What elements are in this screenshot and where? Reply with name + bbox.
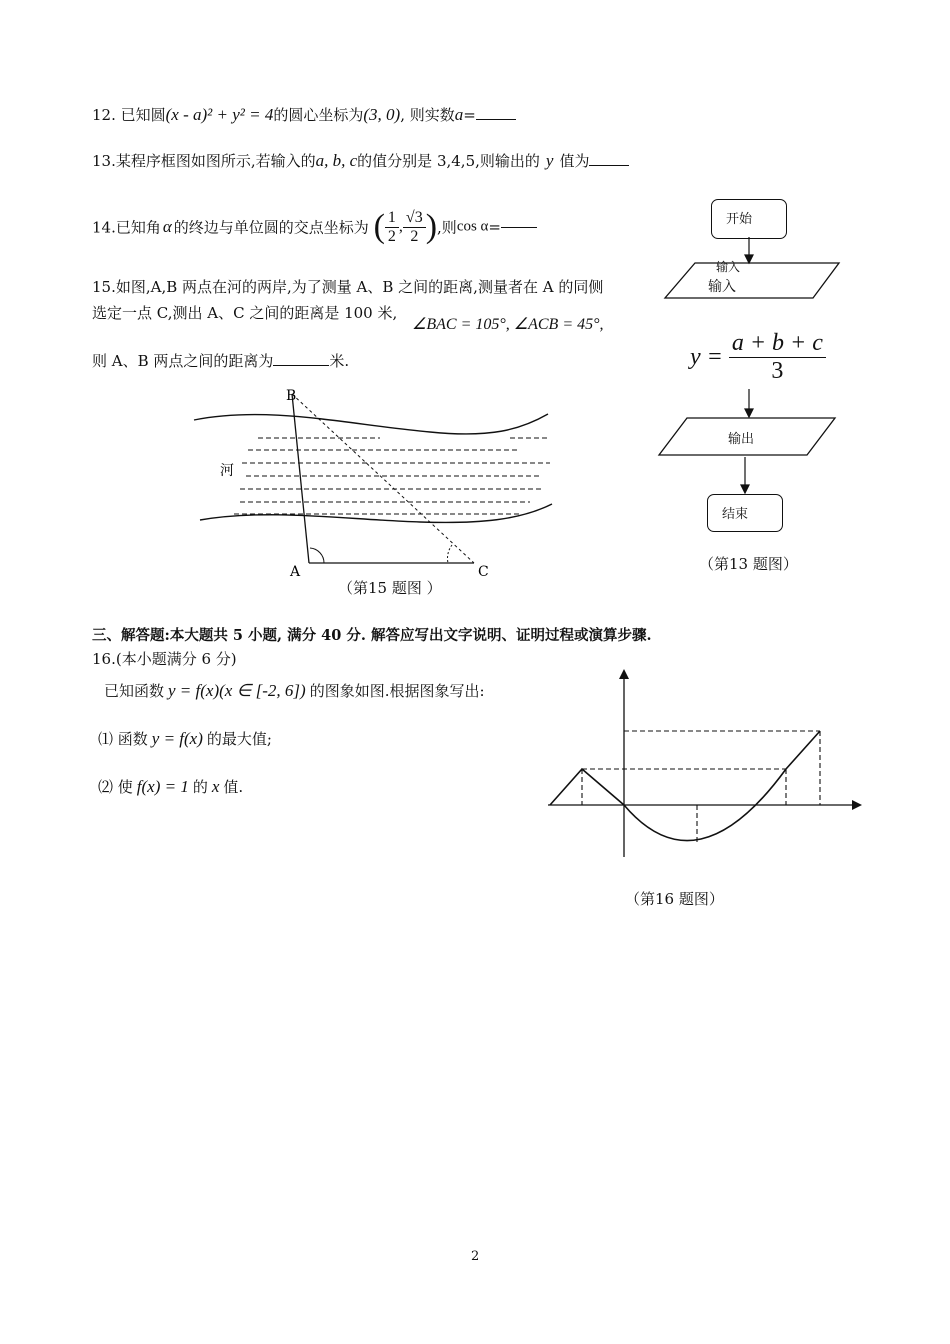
- q14-point: ( $\frac{1}{2}$ , $\frac{√3}{2}$ ): [373, 208, 438, 245]
- flow-input-small-label: 输入: [716, 260, 741, 274]
- figure-16-caption: （第16 题图）: [625, 890, 724, 908]
- q14-cos: cos α: [456, 218, 489, 235]
- question-13: [92, 150, 629, 171]
- q15-answer-blank[interactable]: [273, 365, 329, 366]
- q12-eq: =: [463, 106, 476, 124]
- q16-p2-suffix: 值.: [223, 778, 244, 796]
- q14-alpha: α: [162, 217, 172, 236]
- figure-15-caption: （第15 题图 ）: [338, 579, 442, 597]
- q13-middle: 的值分别是 3,4,5,则输出的: [357, 152, 540, 170]
- q12-middle: 的圆心坐标为: [273, 106, 364, 124]
- section-3-heading: 三、解答题:本大题共 5 小题, 满分 40 分. 解答应写出文字说明、证明过程或演算步骤.: [92, 627, 652, 644]
- q15-line3-suffix: 米.: [329, 352, 350, 370]
- river-dashes: [234, 438, 550, 514]
- q16-part1: [98, 728, 272, 749]
- flow-input-shape: [665, 263, 839, 298]
- q15-angle2: ∠ACB = 45°: [513, 316, 600, 333]
- figure-16-graph: [540, 665, 870, 865]
- segment-bc: [292, 394, 474, 563]
- figure-15-river: [180, 380, 570, 580]
- q15-line3-prefix: 则 A、B 两点之间的距离为: [92, 352, 274, 370]
- q16-part2: [98, 776, 243, 797]
- river-bank-top: [194, 414, 548, 434]
- q12-point: (3, 0): [363, 105, 401, 124]
- label-c: C: [478, 564, 489, 580]
- flow-input-label: 输入: [708, 279, 736, 295]
- flow-formula-den: 3: [771, 358, 784, 384]
- q14-suffix: ,则: [437, 218, 457, 237]
- question-12: [92, 104, 516, 125]
- q14-frac2-num: √3: [403, 209, 426, 228]
- q16-p1-prefix: ⑴ 函数: [98, 730, 148, 748]
- flow-formula: [690, 330, 826, 385]
- q15-line2: [92, 302, 397, 323]
- figure-13-caption: （第13 题图）: [699, 555, 798, 573]
- flow-start: [711, 199, 787, 239]
- angle-arc-c: [447, 545, 452, 563]
- q12-suffix: , 则实数: [400, 106, 455, 124]
- q16-intro: [104, 680, 485, 701]
- q13-prefix: 13.某程序框图如图所示,若输入的: [92, 152, 316, 170]
- q16-p2-prefix: ⑵ 使: [98, 778, 133, 796]
- q16-p2-mid: 的: [192, 778, 208, 796]
- q12-equation: (x - a)² + y² = 4: [165, 105, 274, 124]
- q15-comma1: ,: [505, 316, 510, 333]
- q12-var: a: [454, 105, 464, 124]
- flow-start-label: 开始: [726, 212, 753, 227]
- q16-p1-math: y = f(x): [151, 729, 203, 748]
- function-curve: [550, 731, 820, 841]
- segment-ab: [292, 394, 309, 563]
- q15-line1: 15.如图,A,B 两点在河的两岸,为了测量 A、B 之间的距离,测量者在 A 的同侧: [92, 278, 604, 296]
- q16-intro-prefix: 已知函数: [104, 682, 165, 700]
- q15-line2-text: 选定一点 C,测出 A、C 之间的距离是 100 米,: [92, 304, 398, 322]
- q14-frac2-den: 2: [410, 227, 419, 245]
- q14-frac1-num: 1: [385, 209, 399, 228]
- q15-angles: [412, 314, 604, 334]
- y-axis-arrow-icon: [619, 669, 629, 679]
- q14-answer-blank[interactable]: [501, 227, 537, 228]
- q16-p1-suffix: 的最大值;: [206, 730, 272, 748]
- q16-p2-math: f(x) = 1: [136, 777, 189, 796]
- flow-formula-fraction: [729, 330, 826, 385]
- q16-title: 16.(本小题满分 6 分): [92, 650, 237, 668]
- flow-formula-num: a + b + c: [729, 330, 826, 358]
- q15-line3: [92, 350, 349, 371]
- flow-formula-left: y =: [690, 344, 723, 370]
- q15-angle1: ∠BAC = 105°: [412, 316, 506, 333]
- guide-lines: [582, 731, 820, 845]
- x-axis-arrow-icon: [852, 800, 862, 810]
- q16-intro-suffix: 的图象如图.根据图象写出:: [309, 682, 485, 700]
- label-river: 河: [220, 463, 234, 479]
- q14-middle: 的终边与单位圆的交点坐标为: [173, 218, 369, 237]
- page-number: 2: [471, 1249, 480, 1264]
- question-14: [92, 208, 537, 246]
- q12-prefix: 12. 已知圆: [92, 106, 166, 124]
- label-a: A: [290, 564, 301, 580]
- q14-prefix: 14.已知角: [92, 218, 161, 237]
- q13-var: y: [545, 151, 554, 170]
- q16-intro-math: y = f(x)(x ∈ [-2, 6]): [168, 681, 306, 700]
- q14-eq: =: [488, 218, 501, 236]
- q13-suffix: 值为: [559, 152, 590, 170]
- river-bank-bottom: [200, 504, 552, 522]
- q13-answer-blank[interactable]: [589, 165, 629, 166]
- angle-arc-a: [310, 548, 324, 563]
- flow-end: [707, 494, 783, 532]
- q14-frac1-den: 2: [387, 227, 396, 245]
- q12-answer-blank[interactable]: [476, 119, 516, 120]
- flow-output-label: 输出: [728, 432, 755, 447]
- q16-p2-var: x: [211, 777, 220, 796]
- q15-comma2: ,: [599, 316, 604, 333]
- q13-vars: a, b, c: [315, 151, 358, 170]
- flow-end-label: 结束: [722, 507, 749, 522]
- label-b: B: [286, 388, 297, 404]
